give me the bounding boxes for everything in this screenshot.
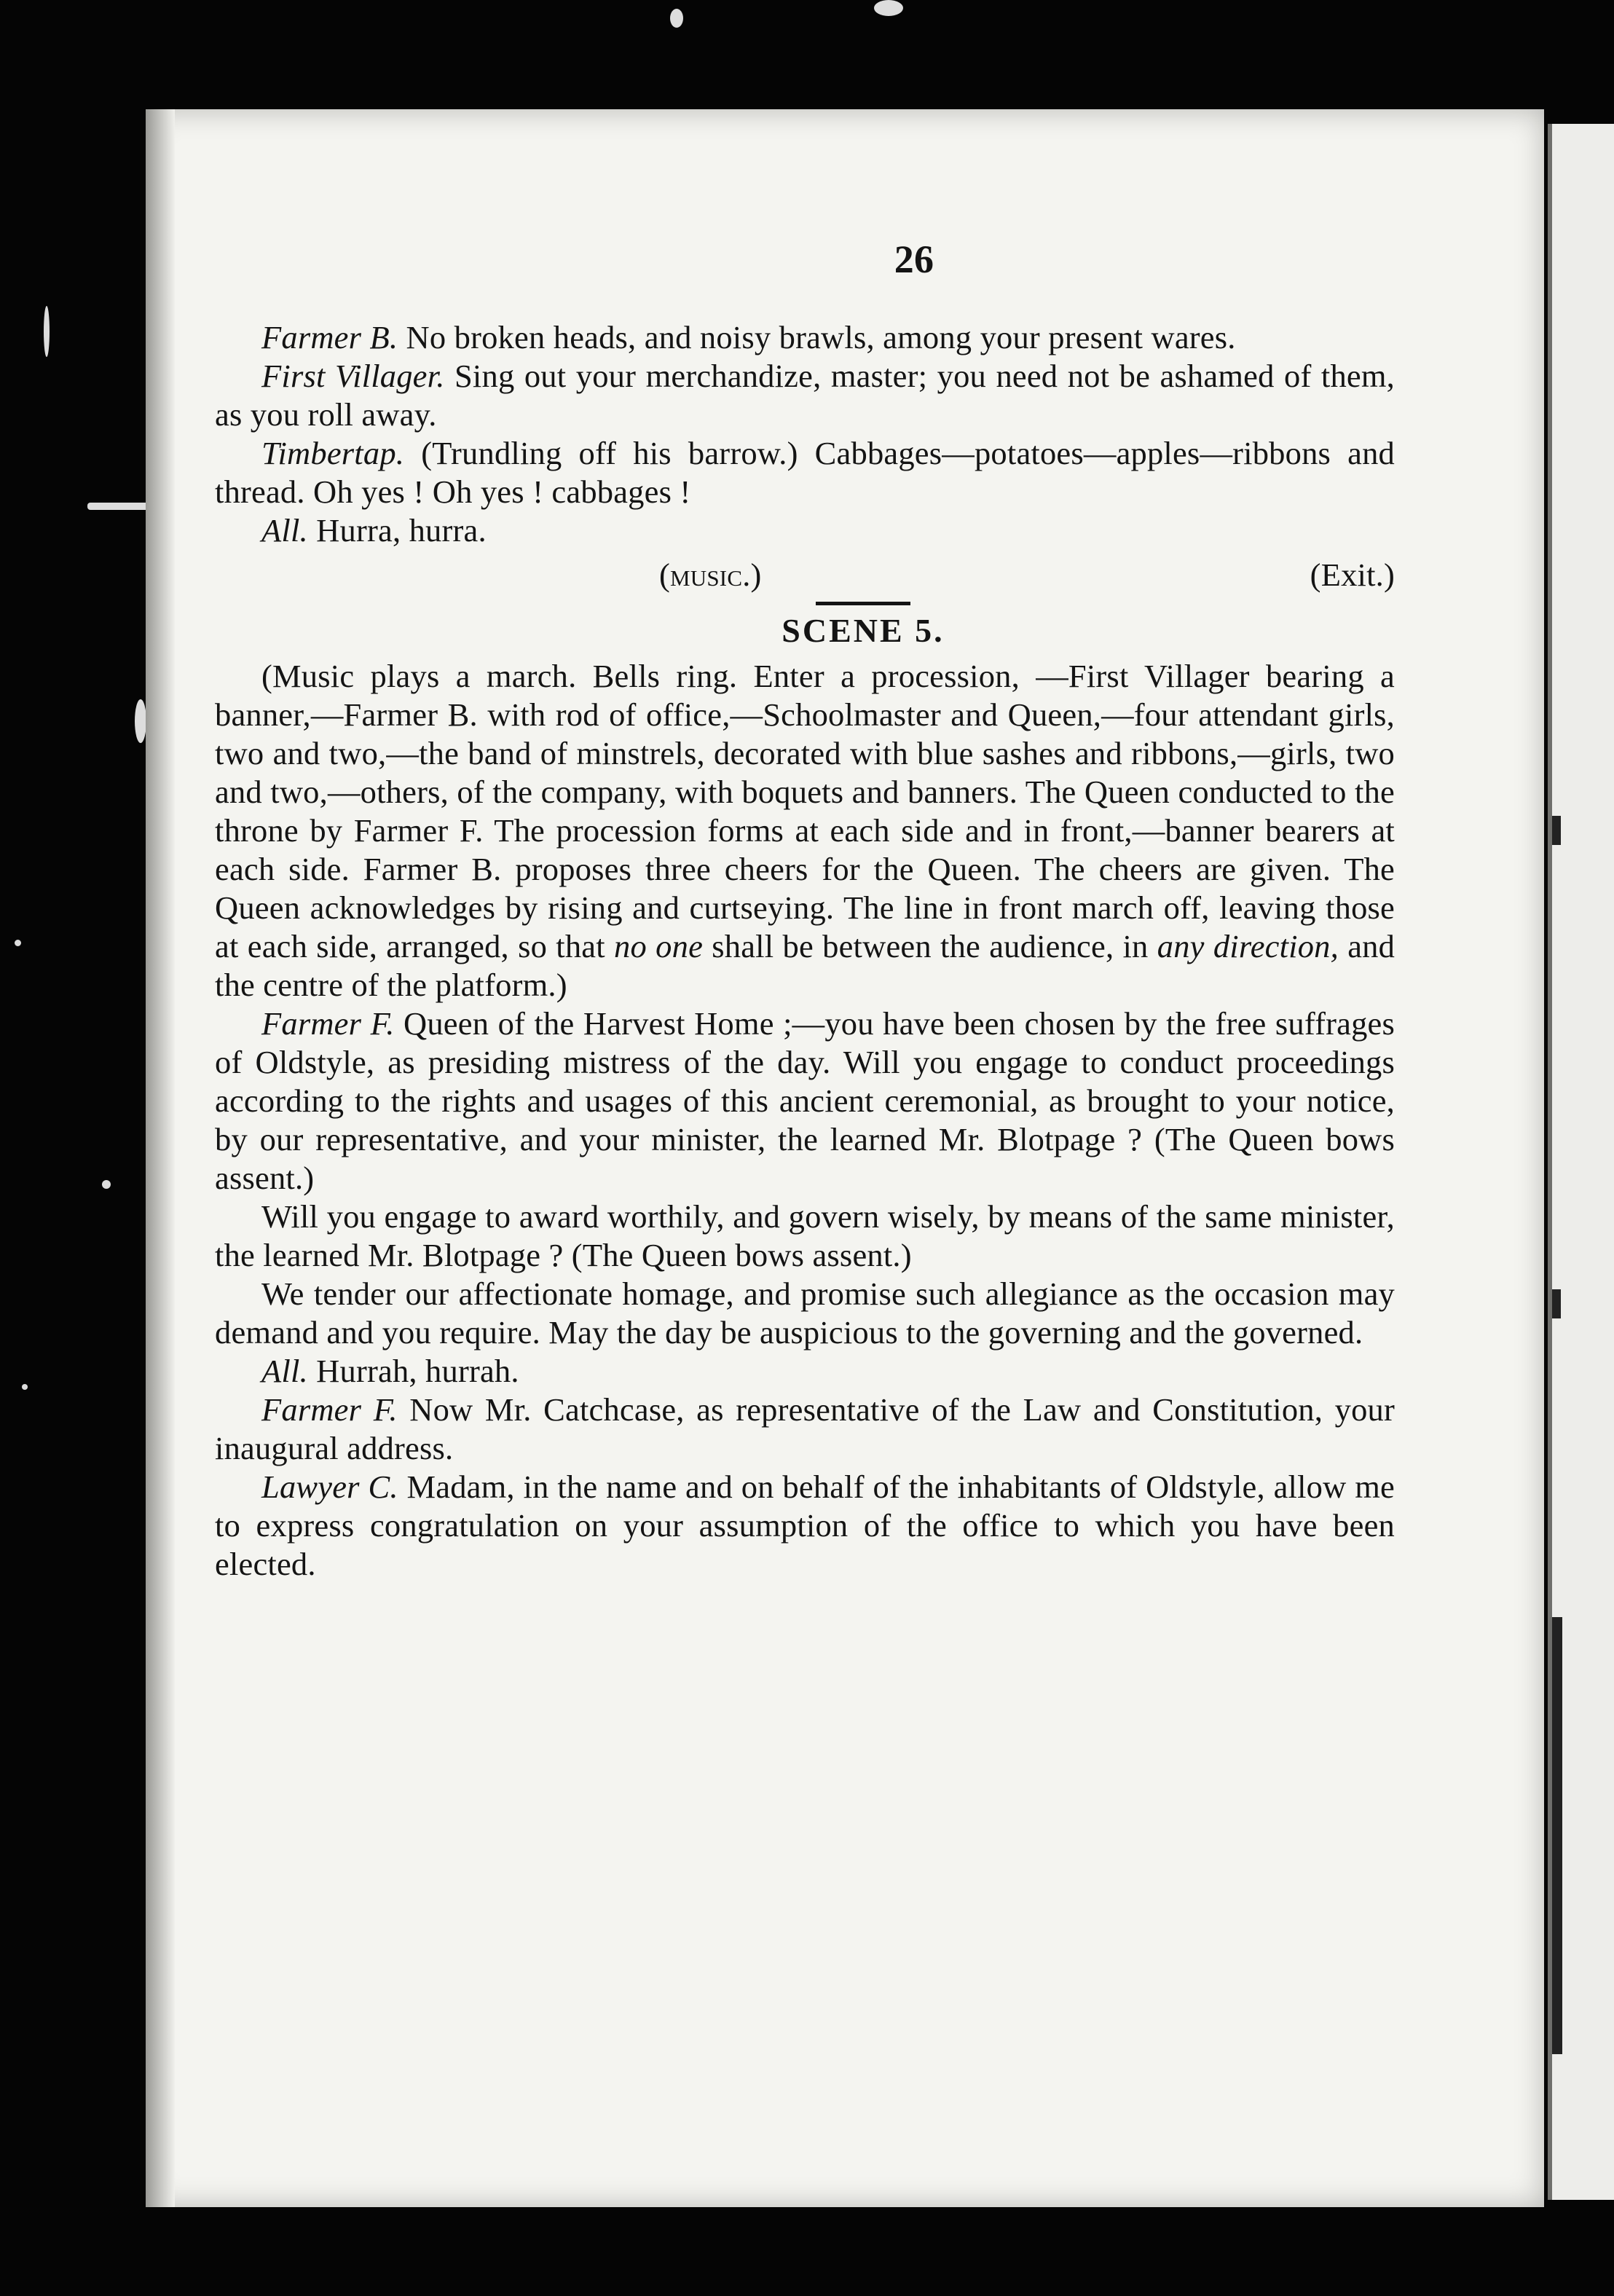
scene-title: SCENE 5. [782,612,945,649]
dialogue-text: We tender our affectionate homage, and promise such allegiance as the occasion may demand and you require. May the day be auspicious to the governing and the governed. [215,1275,1395,1351]
speaker-name: All. [261,512,308,549]
dialogue-text: Madam, in the name and on behalf of the inhabitants of Oldstyle, allow me to express congratulation on your assumption of the office to which you have been elected. [215,1469,1395,1582]
dialogue-line [215,1468,1395,1584]
speaker-name: All. [261,1353,308,1389]
page-number: 26 [894,237,934,281]
speaker-name: Lawyer C. [261,1469,398,1505]
exit-cue: (Exit.) [1310,557,1395,593]
stage-direction-emphasis: no one [614,928,704,964]
stage-cue-line [215,556,1395,594]
dialogue-text: Queen of the Harvest Home ;—you have been chosen by the free suffrages of Oldstyle, as presiding mistress of the day. Will you engage to conduct proceedings according to the rights and usages of this ancient ceremonial, as brought to your notice, by our representative, and your minister, the learned Mr. Blotpage ? (The Queen bows assent.) [215,1005,1395,1196]
dialogue-text: (Trundling off his barrow.) Cabbages—potatoes—apples—ribbons and thread. Oh yes ! Oh yes ! cabbages ! [215,435,1395,510]
dialogue-text: Now Mr. Catchcase, as representative of the Law and Constitution, your inaugural address. [215,1391,1395,1466]
scan-speck [135,699,146,743]
dialogue-line [215,1004,1395,1198]
dialogue-line [215,357,1395,434]
stage-direction-text: (Music plays a march. Bells ring. Enter a procession, —First Villager bearing a banner,—Farmer B. with rod of office,—Schoolmaster and Queen,—four attendant girls, two and two,—the band of minstrels, decorated with blue sashes and ribbons,—girls, two and two,—others, of the company, with boquets and banners. The Queen conducted to the throne by Farmer F. The procession forms at each side and in front,—banner bearers at each side. Farmer B. proposes three cheers for the Queen. The cheers are given. The Queen acknowledges by rising and curtseying. The line in front march off, leaving those at each side, arranged, so that [215,658,1395,964]
stage-direction-emphasis: any direction, [1157,928,1339,964]
page-text [215,237,1395,1584]
dialogue-line [215,1275,1395,1352]
dialogue-text: Will you engage to award worthily, and govern wisely, by means of the same minister, the learned Mr. Blotpage ? (The Queen bows assent.) [215,1198,1395,1273]
dialogue-line [215,434,1395,511]
speaker-name: Farmer F. [261,1391,398,1428]
adjacent-page-mark [1552,816,1561,845]
scan-speck [670,9,683,28]
adjacent-page-edge [1548,124,1614,2200]
speaker-name: Farmer F. [261,1005,395,1042]
scan-speck [44,306,50,357]
dialogue-line [215,318,1395,357]
speaker-name: First Villager. [261,358,445,394]
scan-speck [102,1180,111,1189]
dialogue-line [215,1352,1395,1391]
dialogue-line [215,1198,1395,1275]
scan-speck [874,0,903,16]
dialogue-line [215,1391,1395,1468]
dialogue-text: Hurra, hurra. [316,512,487,549]
section-rule [816,602,910,605]
dialogue-line [215,511,1395,550]
stage-direction-text: and the centre of the platform.) [215,928,1395,1003]
dialogue-text: Sing out your merchandize, master; you need not be ashamed of them, as you roll away. [215,358,1395,433]
speaker-name: Farmer B. [261,319,398,355]
scan-speck [15,940,21,946]
scan-speck [22,1384,28,1390]
stage-direction [215,657,1395,1004]
dialogue-text: Hurrah, hurrah. [316,1353,519,1389]
adjacent-page-mark [1552,1289,1561,1318]
adjacent-page-gutter-shadow [1552,1617,1562,2054]
dialogue-text: No broken heads, and noisy brawls, among your present wares. [406,319,1236,355]
music-cue: (music.) [659,557,762,593]
speaker-name: Timbertap. [261,435,405,471]
stage-direction-text: shall be between the audience, in [712,928,1149,964]
